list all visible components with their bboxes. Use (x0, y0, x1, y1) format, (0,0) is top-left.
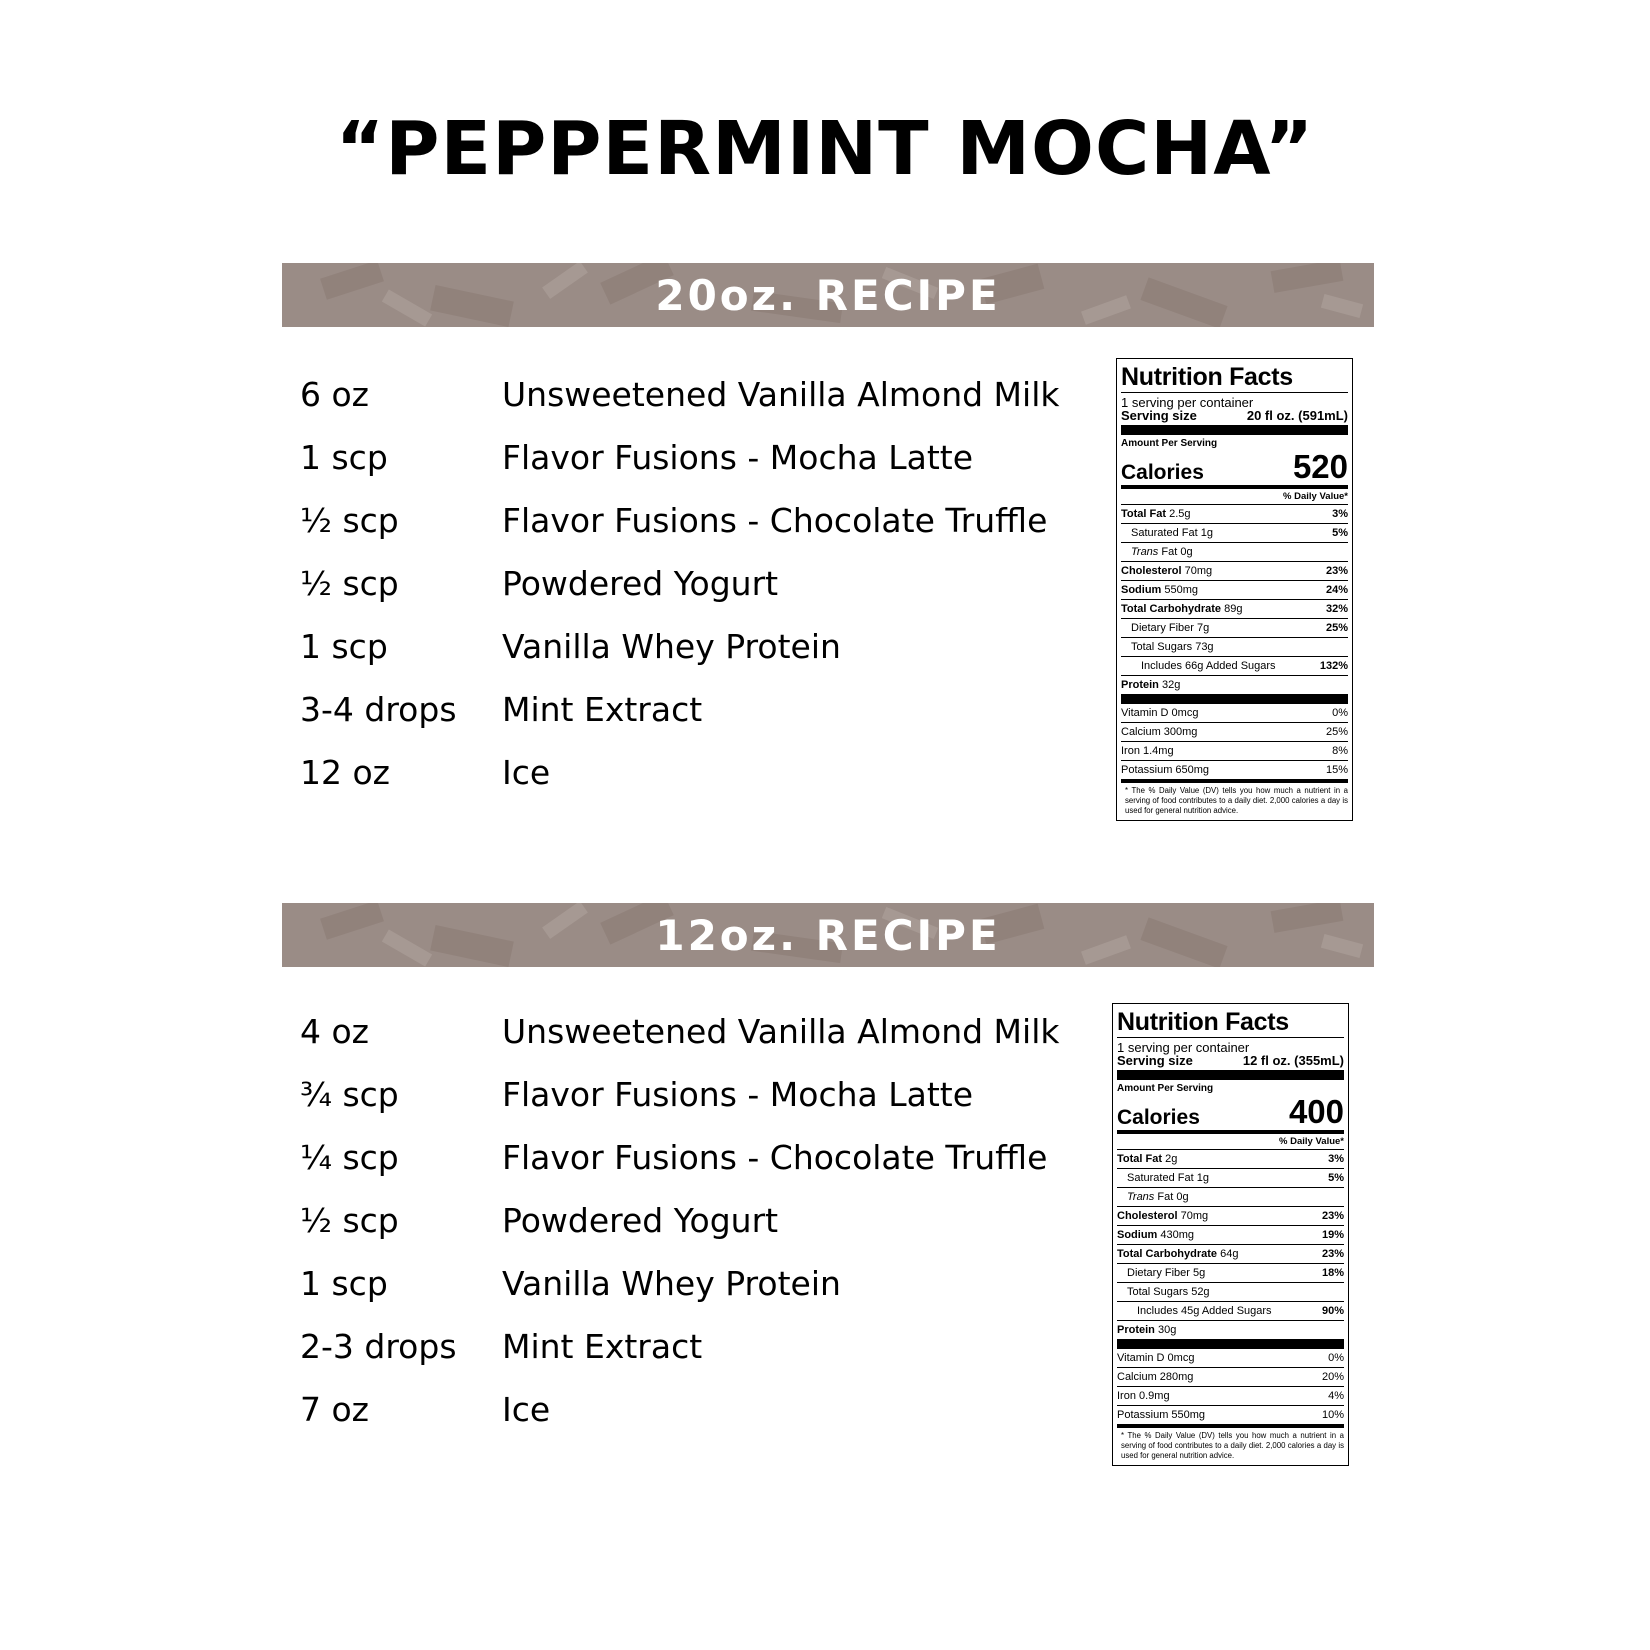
ingredient-quantity: 2-3 drops (300, 1327, 457, 1366)
vitamin-row: Potassium 550mg 10% (1117, 1405, 1344, 1424)
nutrition-facts-label (1112, 1003, 1349, 1466)
ingredient-name: Powdered Yogurt (502, 1201, 779, 1240)
amount-per-serving: Amount Per Serving (1117, 1083, 1214, 1094)
nutrient-row: Total Fat 2g 3% (1117, 1149, 1344, 1168)
recipe-banner-12oz (282, 903, 1374, 967)
vitamin-row: Vitamin D 0mcg 0% (1117, 1352, 1344, 1365)
ingredient-quantity: 1 scp (300, 627, 388, 666)
ingredient-quantity: ½ scp (300, 1201, 399, 1240)
calories-row (1117, 1092, 1344, 1130)
ingredient-name: Unsweetened Vanilla Almond Milk (502, 375, 1060, 414)
ingredient-quantity: ½ scp (300, 564, 399, 603)
nutrient-row: Total Sugars 73g (1121, 637, 1348, 656)
nutrient-row: Sodium 430mg 19% (1117, 1225, 1344, 1244)
nutrient-row: Cholesterol 70mg 23% (1117, 1206, 1344, 1225)
recipe-heading: 12oz. RECIPE (655, 910, 1001, 960)
ingredient-name: Mint Extract (502, 690, 703, 729)
daily-value-header: % Daily Value* (1279, 1135, 1344, 1147)
servings-per-container: 1 serving per container (1117, 1040, 1250, 1055)
nutrient-row: Saturated Fat 1g 5% (1121, 523, 1348, 542)
nutrient-row: Total Carbohydrate 64g 23% (1117, 1244, 1344, 1263)
nutrition-facts-label (1116, 358, 1353, 821)
page-title: “PEPPERMINT MOCHA” (335, 106, 1315, 192)
nutrient-row: Includes 66g Added Sugars 132% (1121, 656, 1348, 675)
ingredient-quantity: ¾ scp (300, 1075, 399, 1114)
ingredient-quantity: 4 oz (300, 1012, 369, 1051)
daily-value-header: % Daily Value* (1283, 490, 1348, 502)
ingredient-name: Vanilla Whey Protein (502, 627, 841, 666)
ingredient-name: Ice (502, 1390, 551, 1429)
vitamin-row: Potassium 650mg 15% (1121, 760, 1348, 779)
serving-size-value: 12 fl oz. (355mL) (1242, 1053, 1344, 1068)
vitamins-list (1121, 704, 1348, 779)
ingredient-quantity: ¼ scp (300, 1138, 399, 1177)
vitamin-row: Calcium 300mg 25% (1121, 722, 1348, 741)
ingredient-name: Unsweetened Vanilla Almond Milk (502, 1012, 1060, 1051)
ingredient-quantity: 3-4 drops (300, 690, 457, 729)
ingredient-name: Powdered Yogurt (502, 564, 779, 603)
nutrient-row: Total Fat 2.5g 3% (1121, 504, 1348, 523)
recipe-banner-20oz (282, 263, 1374, 327)
calories-value: 520 (1292, 447, 1348, 485)
nutrition-footnote: * The % Daily Value (DV) tells you how much a nutrient in a serving of food contributes to a daily diet. 2,000 calories a day is used for general nutrition advice. (1121, 1431, 1344, 1461)
vitamin-row: Iron 0.9mg 4% (1117, 1386, 1344, 1405)
vitamin-row: Iron 1.4mg 8% (1121, 741, 1348, 760)
calories-label: Calories (1117, 1105, 1200, 1129)
calories-label: Calories (1121, 460, 1204, 484)
nutrient-row: Sodium 550mg 24% (1121, 580, 1348, 599)
serving-size-label: Serving size (1117, 1053, 1193, 1068)
ingredient-name: Mint Extract (502, 1327, 703, 1366)
nutrient-row: Total Carbohydrate 89g 32% (1121, 599, 1348, 618)
amount-per-serving: Amount Per Serving (1121, 438, 1218, 449)
serving-size-value: 20 fl oz. (591mL) (1246, 408, 1348, 423)
nutrition-footnote: * The % Daily Value (DV) tells you how much a nutrient in a serving of food contributes to a daily diet. 2,000 calories a day is used for general nutrition advice. (1125, 786, 1348, 816)
ingredient-quantity: 1 scp (300, 1264, 388, 1303)
nutrient-row: Saturated Fat 1g 5% (1117, 1168, 1344, 1187)
ingredient-quantity: ½ scp (300, 501, 399, 540)
ingredient-quantity: 12 oz (300, 753, 390, 792)
ingredient-quantity: 1 scp (300, 438, 388, 477)
ingredient-quantity: 6 oz (300, 375, 369, 414)
nutrient-row: Includes 45g Added Sugars 90% (1117, 1301, 1344, 1320)
ingredient-name: Flavor Fusions - Chocolate Truffle (502, 1138, 1048, 1177)
recipe-heading: 20oz. RECIPE (655, 270, 1001, 320)
vitamin-row: Vitamin D 0mcg 0% (1121, 707, 1348, 720)
nutrition-title: Nutrition Facts (1121, 363, 1293, 391)
ingredient-name: Flavor Fusions - Chocolate Truffle (502, 501, 1048, 540)
nutrient-row: Trans Fat 0g (1117, 1187, 1344, 1206)
nutrient-row: Protein 32g (1121, 675, 1348, 694)
nutrient-row: Trans Fat 0g (1121, 542, 1348, 561)
ingredient-quantity: 7 oz (300, 1390, 369, 1429)
vitamin-row: Calcium 280mg 20% (1117, 1367, 1344, 1386)
servings-per-container: 1 serving per container (1121, 395, 1254, 410)
nutrient-row: Dietary Fiber 5g 18% (1117, 1263, 1344, 1282)
ingredient-name: Flavor Fusions - Mocha Latte (502, 438, 974, 477)
ingredient-name: Ice (502, 753, 551, 792)
serving-size (1121, 409, 1348, 423)
nutrient-row: Protein 30g (1117, 1320, 1344, 1339)
serving-size-label: Serving size (1121, 408, 1197, 423)
vitamins-list (1117, 1349, 1344, 1424)
serving-size (1117, 1054, 1344, 1068)
nutrient-row: Dietary Fiber 7g 25% (1121, 618, 1348, 637)
nutrition-title: Nutrition Facts (1117, 1008, 1289, 1036)
nutrient-row: Cholesterol 70mg 23% (1121, 561, 1348, 580)
calories-row (1121, 447, 1348, 485)
ingredient-name: Vanilla Whey Protein (502, 1264, 841, 1303)
calories-value: 400 (1288, 1092, 1344, 1130)
nutrient-row: Total Sugars 52g (1117, 1282, 1344, 1301)
ingredient-name: Flavor Fusions - Mocha Latte (502, 1075, 974, 1114)
